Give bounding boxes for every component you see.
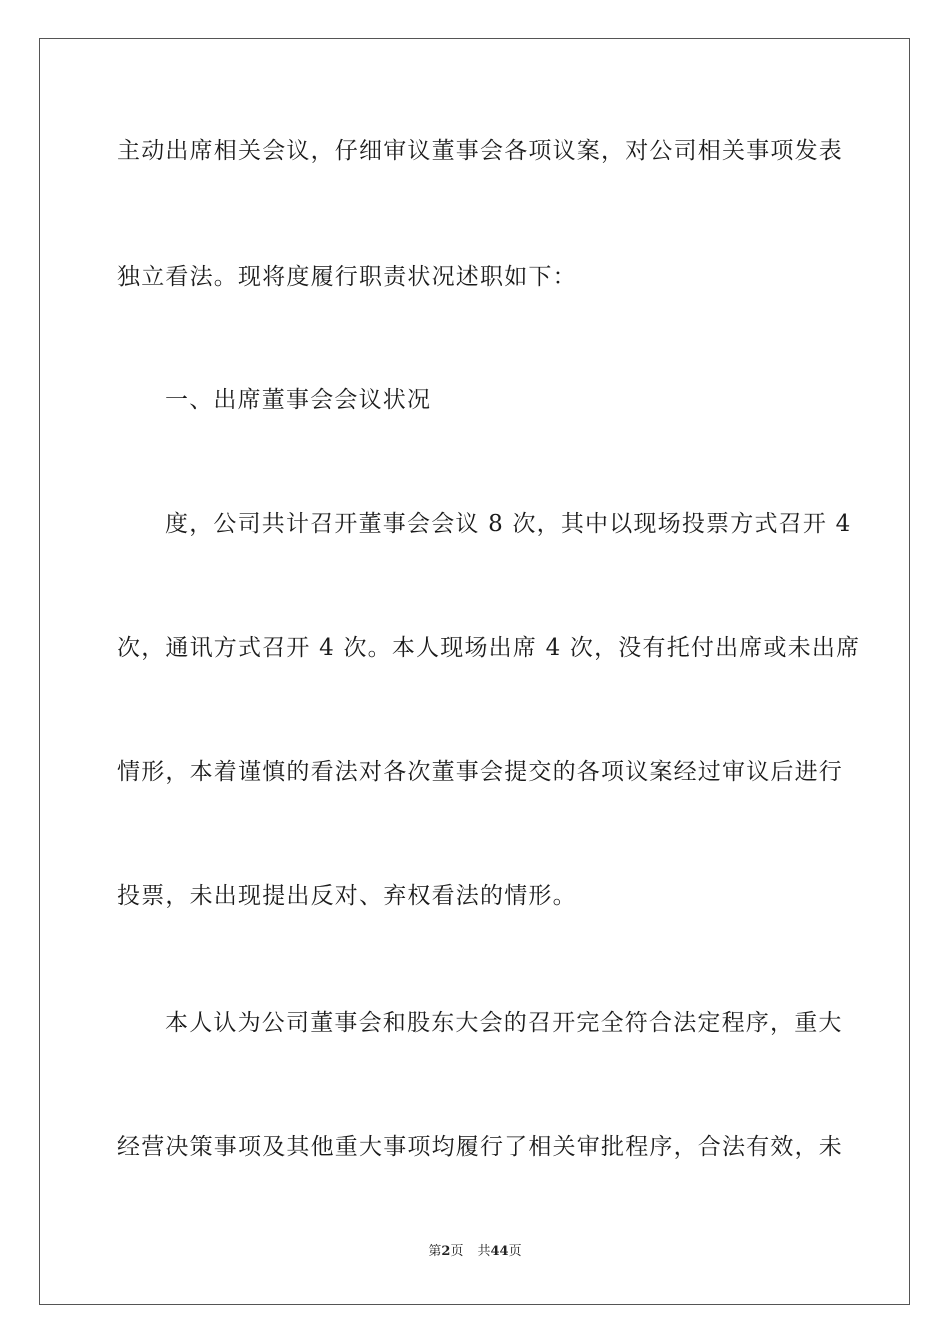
footer-page-prefix: 第: [428, 1244, 442, 1259]
page-border: [39, 38, 910, 1305]
text-line-4: 度，公司共计召开董事会会议 8 次，其中以现场投票方式召开 4: [165, 511, 852, 537]
footer-total-pages: 44: [490, 1244, 509, 1259]
footer-page-number: 2: [441, 1244, 451, 1259]
section-heading: 一、出席董事会会议状况: [165, 387, 432, 413]
text-line-2: 独立看法。现将度履行职责状况述职如下：: [117, 264, 577, 290]
footer-total-suffix: 页: [508, 1244, 522, 1259]
text-line-6: 情形，本着谨慎的看法对各次董事会提交的各项议案经过审议后进行: [117, 759, 843, 785]
text-line-5: 次，通讯方式召开 4 次。本人现场出席 4 次，没有托付出席或未出席: [117, 635, 861, 661]
footer-page-suffix: 页: [450, 1244, 464, 1259]
text-line-8: 本人认为公司董事会和股东大会的召开完全符合法定程序，重大: [165, 1010, 843, 1036]
text-line-1: 主动出席相关会议，仔细审议董事会各项议案，对公司相关事项发表: [117, 138, 843, 164]
text-line-9: 经营决策事项及其他重大事项均履行了相关审批程序，合法有效，未: [117, 1134, 843, 1160]
text-line-7: 投票，未出现提出反对、弃权看法的情形。: [117, 883, 577, 909]
page-footer: [0, 1243, 950, 1261]
footer-total-prefix: 共: [477, 1244, 491, 1259]
